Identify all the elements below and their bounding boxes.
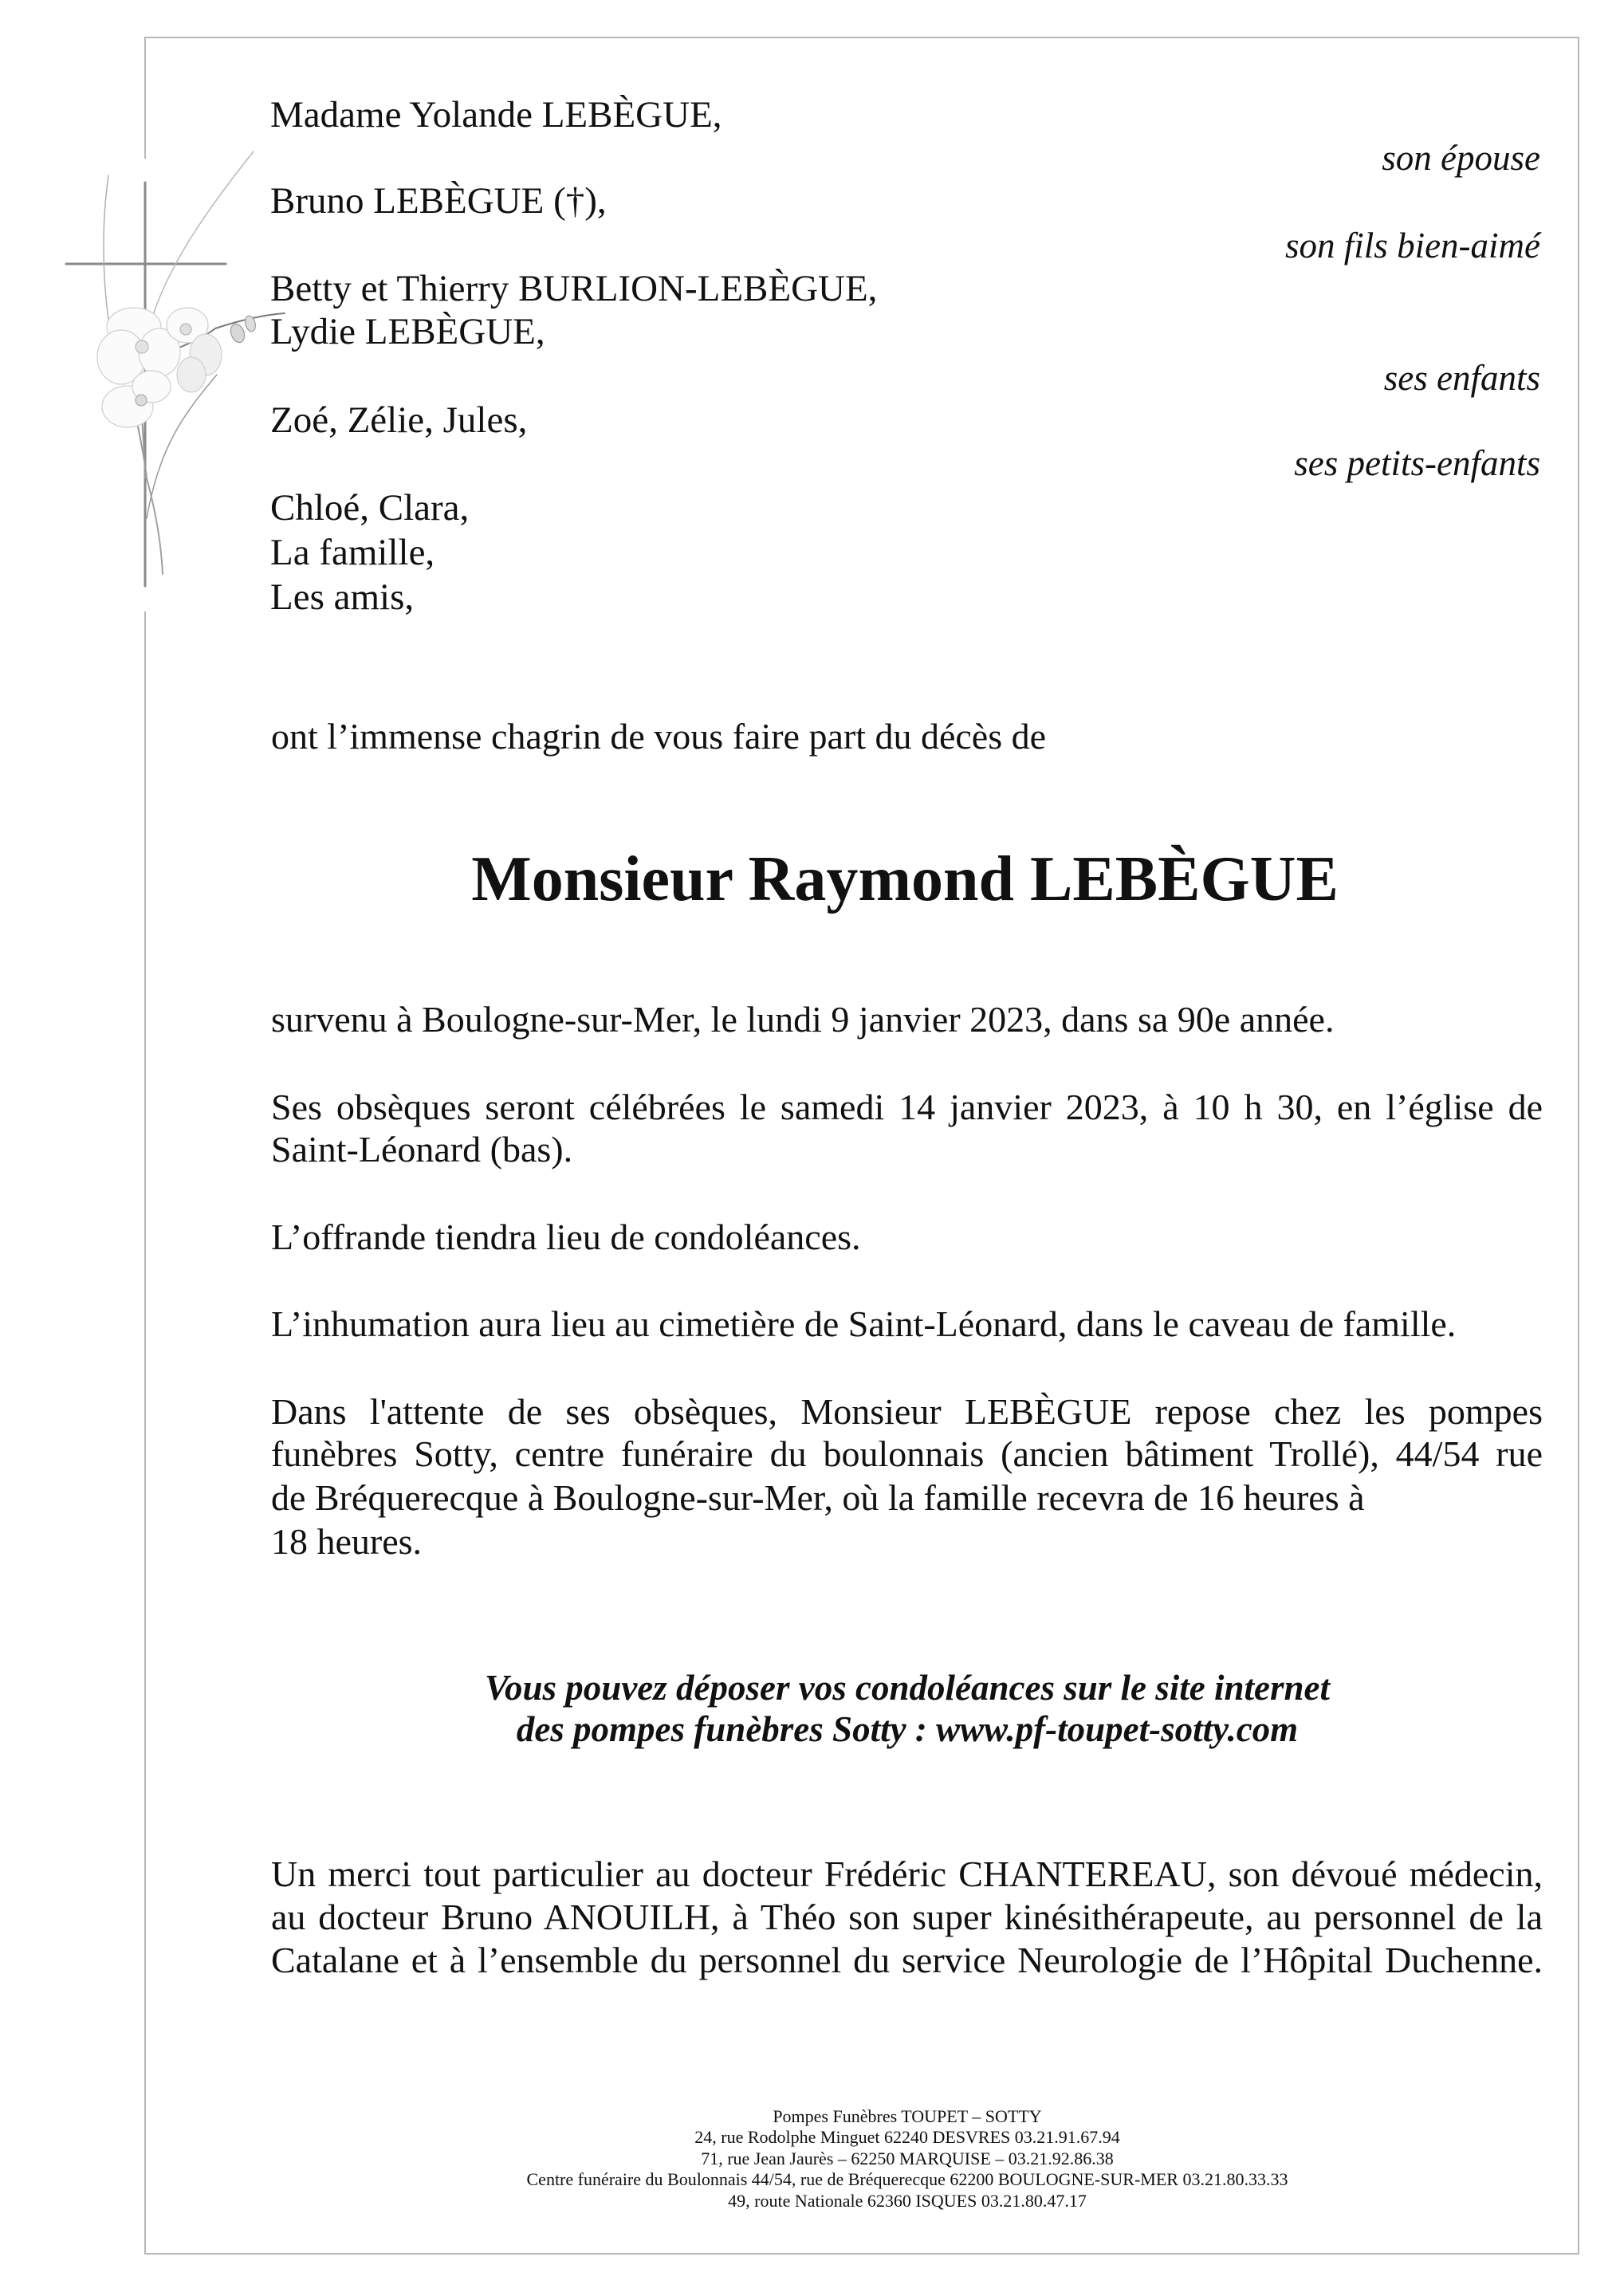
family-line-family: La famille, [270, 532, 435, 573]
family-line-friends: Les amis, [270, 576, 415, 618]
stem [104, 175, 109, 325]
thanks-line-1: Un merci tout particulier au docteur Frédéric CHANTEREAU, son dévoué médecin, [271, 1854, 1543, 1894]
offering-note: L’offrande tiendra lieu de condoléances. [271, 1217, 861, 1257]
stem [147, 478, 163, 574]
page-frame-left [144, 37, 146, 159]
death-details: survenu à Boulogne-sur-Mer, le lundi 9 janvier 2023, dans sa 90e année. [271, 999, 1335, 1040]
deceased-name: Monsieur Raymond LEBÈGUE [471, 844, 1339, 914]
footer-address-marquise: 71, rue Jean Jaurès – 62250 MARQUISE – 03.21.92.86.38 [701, 2149, 1114, 2168]
orchid-bud [228, 322, 246, 344]
orchid-petal [177, 357, 206, 392]
visitation-line-4: 18 heures. [271, 1521, 423, 1562]
funeral-line-1: Ses obsèques seront célébrées le samedi 14 janvier 2023, à 10 h 30, en l’église de [271, 1087, 1543, 1127]
thanks-line-2: au docteur Bruno ANOUILH, à Théo son super kinésithérapeute, au personnel de la [271, 1897, 1543, 1937]
family-line-grandchildren: Zoé, Zélie, Jules, [270, 399, 528, 441]
stem [150, 151, 254, 325]
orchid-center [136, 395, 147, 406]
burial-note: L’inhumation aura lieu au cimetière de Saint-Léonard, dans le caveau de famille. [271, 1303, 1457, 1344]
family-line-children-1: Betty et Thierry BURLION-LEBÈGUE, [270, 268, 878, 309]
family-line-children-2: Lydie LEBÈGUE, [270, 311, 545, 352]
footer-company: Pompes Funèbres TOUPET – SOTTY [773, 2106, 1042, 2126]
visitation-line-3: de Bréquerecque à Boulogne-sur-Mer, où la famille recevra de 16 heures à [271, 1477, 1365, 1518]
visitation-line-1: Dans l'attente de ses obsèques, Monsieur LEBÈGUE repose chez les pompes [271, 1391, 1543, 1432]
family-line-great-grandchildren: Chloé, Clara, [270, 487, 470, 529]
role-children: ses enfants [1383, 358, 1540, 398]
family-line-son: Bruno LEBÈGUE (†), [270, 180, 607, 222]
orchid-center [136, 340, 148, 353]
condolences-line-2: des pompes funèbres Sotty : www.pf-toupet-sotty.com [516, 1709, 1299, 1749]
footer-address-isques: 49, route Nationale 62360 ISQUES 03.21.80.47.17 [728, 2191, 1087, 2211]
role-spouse: son épouse [1382, 138, 1540, 178]
announcement-intro: ont l’immense chagrin de vous faire part du décès de [271, 716, 1047, 757]
footer-address-desvres: 24, rue Rodolphe Minguet 62240 DESVRES 03.21.91.67.94 [694, 2127, 1120, 2147]
page-frame-right [1578, 37, 1579, 2254]
thanks-line-3: Catalane et à l’ensemble du personnel du service Neurologie de l’Hôpital Duchenne. [271, 1940, 1543, 1980]
role-son: son fils bien-aimé [1285, 226, 1540, 265]
role-grandchildren: ses petits-enfants [1294, 443, 1540, 483]
footer-address-boulogne: Centre funéraire du Boulonnais 44/54, rue de Bréquerecque 62200 BOULOGNE-SUR-MER 03.21.80.33.33 [526, 2169, 1288, 2189]
condolences-line-1: Vous pouvez déposer vos condoléances sur le site internet [484, 1668, 1330, 1708]
funeral-line-2: Saint-Léonard (bas). [271, 1129, 573, 1170]
page-frame-top [145, 37, 1579, 38]
family-line-spouse: Madame Yolande LEBÈGUE, [270, 94, 722, 136]
visitation-line-2: funèbres Sotty, centre funéraire du boulonnais (ancien bâtiment Trollé), 44/54 rue [271, 1433, 1543, 1474]
page-frame-bottom [145, 2253, 1579, 2255]
orchid-center [180, 324, 191, 335]
